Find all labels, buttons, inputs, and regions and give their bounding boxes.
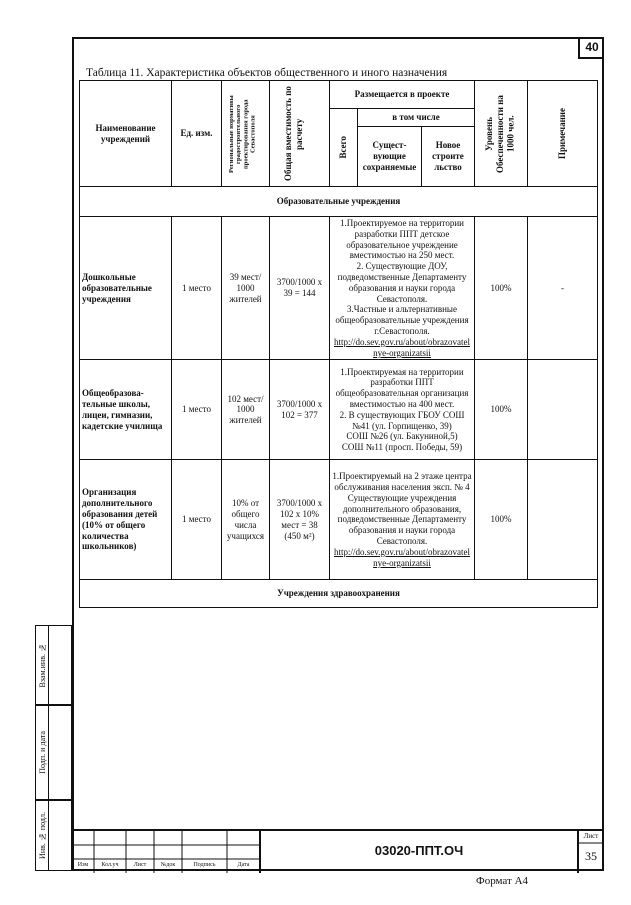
row-note (528, 460, 598, 580)
tb-label: Подпись (193, 862, 216, 868)
header-total: Всего (338, 136, 349, 159)
strip-podp-data (35, 705, 72, 800)
desc-line: СОШ №26 (ул. Бакуниной,5) (346, 431, 458, 442)
header-placed: Размещается в проекте (330, 81, 475, 109)
tb-label: Кол.уч (101, 862, 119, 868)
tb-label: Изм (77, 862, 89, 868)
row-unit: 1 место (172, 360, 222, 460)
row-name: Организация дополнительного образования детей (10% от общего количества школьников) (80, 460, 172, 580)
strip-label: Подп. и дата (37, 731, 47, 774)
header-note: Примечание (557, 107, 568, 160)
table-row (80, 217, 598, 360)
desc-line: 2. Существующие ДОУ, подведомственные Департаменту образования и науки города Севастополя. (337, 261, 467, 304)
header-level-cell (475, 81, 528, 187)
tb-label: Дата (237, 862, 250, 868)
strip-inv-vzam (35, 625, 72, 705)
section-education: Образовательные учреждения (80, 187, 598, 217)
desc-line: СОШ №11 (просп. Победы, 59) (341, 442, 463, 453)
row-level: 100% (475, 217, 528, 360)
table-row (80, 360, 598, 460)
row-description (330, 460, 475, 580)
header-note-cell (528, 81, 598, 187)
row-name: Дошкольные образовательные учреждения (80, 217, 172, 360)
document-code: 03020-ППТ.ОЧ (374, 843, 464, 858)
desc-line: Существующие учреждения дополнительного образования, подведомственные Департаменту образования и науки города Севастополя. (337, 492, 467, 547)
row-description (330, 217, 475, 360)
section-health: Учреждения здравоохранения (80, 580, 598, 608)
row-description (330, 360, 475, 460)
page-number: 40 (578, 37, 604, 59)
row-norm: 39 мест/ 1000 жителей (222, 217, 270, 360)
desc-line: 2. В существующих ГБОУ СОШ №41 (ул. Горпищенко, 39) (339, 409, 465, 431)
desc-link[interactable]: http://do.sev.gov.ru/about/obrazovatelnye-organizatsii (333, 336, 471, 358)
header-capacity: Общая вместимость по расчету (282, 86, 304, 181)
header-new: Новое строите льство (422, 127, 475, 187)
tb-label: Лист (133, 862, 147, 868)
header-norms-cell (222, 81, 270, 187)
row-capacity: 3700/1000 х 102 = 377 (270, 360, 330, 460)
row-unit: 1 место (172, 460, 222, 580)
tb-label: №док (160, 862, 176, 868)
row-capacity: 3700/1000 х 102 х 10% мест = 38 (450 м²) (270, 460, 330, 580)
row-level: 100% (475, 360, 528, 460)
row-norm: 10% от общего числа учащихся (222, 460, 270, 580)
desc-line: 1.Проектируемая на территории разработки ППТ общеобразовательная организация вместимостью на 400 мест. (335, 366, 469, 410)
sheet-label: Лист (583, 832, 599, 840)
row-name: Общеобразова-тельные школы, лицеи, гимназии, кадетские училища (80, 360, 172, 460)
table-caption: Таблица 11. Характеристика объектов общественного и иного назначения (86, 67, 448, 79)
sheet-number: 35 (585, 849, 597, 863)
header-level: Уровень Обеспеченности на 1000 чел. (484, 94, 516, 173)
desc-link[interactable]: http://do.sev.gov.ru/about/obrazovatelnye-organizatsii (333, 546, 471, 568)
row-note: - (528, 217, 598, 360)
row-level: 100% (475, 460, 528, 580)
strip-inv-podl (35, 800, 72, 871)
objects-table (79, 80, 598, 608)
row-norm: 102 мест/ 1000 жителей (222, 360, 270, 460)
header-unit: Ед. изм. (172, 81, 222, 187)
header-capacity-cell (270, 81, 330, 187)
desc-line: 1.Проектируемый на 2 этаже центра обслуживания населения эксп. № 4 (332, 471, 472, 493)
header-norms: Региональные нормативы градостроительного проектирования города Севастополя (227, 94, 256, 173)
header-including: в том числе (358, 109, 475, 127)
strip-label: Инв. № подл. (37, 812, 47, 859)
desc-line: 1.Проектируемое на территории разработки ППТ детское образовательное учреждение вместимостью на 250 мест. (340, 218, 464, 261)
title-block (72, 829, 604, 871)
header-name: Наименование учреждений (80, 81, 172, 187)
row-unit: 1 место (172, 217, 222, 360)
format-label: Формат А4 (476, 875, 529, 887)
header-existing: Сущест-вующие сохраняемые (358, 127, 422, 187)
strip-label: Взам.инв. № (37, 642, 47, 688)
header-total-cell (330, 109, 358, 187)
table-row (80, 460, 598, 580)
row-capacity: 3700/1000 х 39 = 144 (270, 217, 330, 360)
desc-line: 3.Частные и альтернативные общеобразовательные учреждения г.Севастополя. (335, 304, 469, 336)
row-note (528, 360, 598, 460)
